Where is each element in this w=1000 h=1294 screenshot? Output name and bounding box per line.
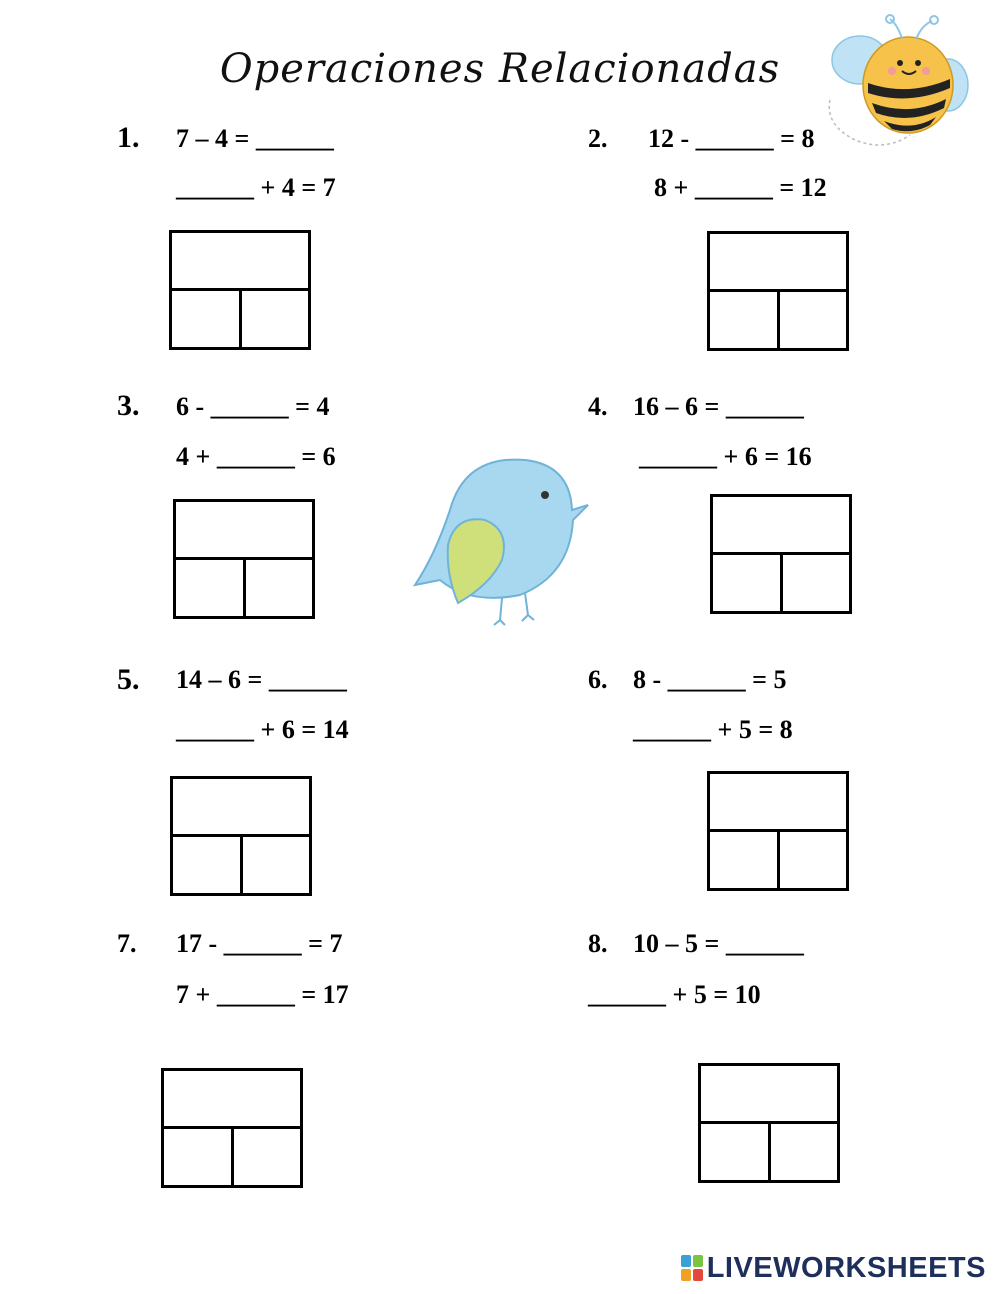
equation-addition: ______ + 6 = 14: [176, 715, 349, 744]
part-cell-left[interactable]: [710, 552, 783, 614]
part-cell-left[interactable]: [707, 829, 780, 891]
bird-icon: [410, 455, 595, 630]
number-bond-box[interactable]: [698, 1063, 840, 1183]
part-cell-right[interactable]: [243, 557, 315, 619]
equation-subtraction: 8 - ______ = 5: [633, 665, 787, 694]
equation-subtraction: 14 – 6 = ______: [176, 665, 347, 694]
bee-icon: [820, 5, 980, 165]
equation-subtraction: 10 – 5 = ______: [633, 929, 804, 958]
equation-addition: ______ + 4 = 7: [176, 173, 336, 202]
problem-number: 7.: [117, 929, 137, 958]
problem-number: 2.: [588, 124, 608, 153]
part-cell-left[interactable]: [170, 834, 243, 896]
part-cell-right[interactable]: [777, 289, 849, 351]
equation-addition: 4 + ______ = 6: [176, 442, 336, 471]
part-cell-left[interactable]: [169, 288, 242, 350]
part-cell-right[interactable]: [240, 834, 312, 896]
equation-subtraction: 17 - ______ = 7: [176, 929, 343, 958]
problem-number: 4.: [588, 392, 608, 421]
page-title: Operaciones Relacionadas: [219, 46, 781, 92]
part-cell-right[interactable]: [231, 1126, 303, 1188]
number-bond-box[interactable]: [169, 230, 311, 350]
whole-cell[interactable]: [710, 494, 852, 555]
part-cell-right[interactable]: [777, 829, 849, 891]
equation-addition: ______ + 5 = 10: [588, 980, 761, 1009]
number-bond-box[interactable]: [170, 776, 312, 896]
part-cell-right[interactable]: [780, 552, 852, 614]
equation-subtraction: 12 - ______ = 8: [648, 124, 815, 153]
whole-cell[interactable]: [707, 771, 849, 832]
whole-cell[interactable]: [170, 776, 312, 837]
equation-addition: ______ + 6 = 16: [639, 442, 812, 471]
equation-subtraction: 7 – 4 = ______: [176, 124, 334, 153]
number-bond-box[interactable]: [707, 771, 849, 891]
problem-number: 8.: [588, 929, 608, 958]
liveworksheets-icon: [681, 1255, 703, 1281]
equation-addition: 7 + ______ = 17: [176, 980, 349, 1009]
number-bond-box[interactable]: [161, 1068, 303, 1188]
equation-addition: ______ + 5 = 8: [633, 715, 793, 744]
equation-addition: 8 + ______ = 12: [654, 173, 827, 202]
part-cell-left[interactable]: [161, 1126, 234, 1188]
equation-subtraction: 6 - ______ = 4: [176, 392, 330, 421]
equation-subtraction: 16 – 6 = ______: [633, 392, 804, 421]
liveworksheets-logo[interactable]: [681, 1250, 986, 1286]
part-cell-left[interactable]: [707, 289, 780, 351]
part-cell-right[interactable]: [239, 288, 311, 350]
number-bond-box[interactable]: [707, 231, 849, 351]
whole-cell[interactable]: [698, 1063, 840, 1124]
problem-number: 5.: [117, 663, 140, 696]
part-cell-right[interactable]: [768, 1121, 840, 1183]
brand-name: LIVEWORKSHEETS: [706, 1251, 986, 1284]
number-bond-box[interactable]: [710, 494, 852, 614]
number-bond-box[interactable]: [173, 499, 315, 619]
whole-cell[interactable]: [161, 1068, 303, 1129]
problem-number: 1.: [117, 121, 140, 154]
part-cell-left[interactable]: [698, 1121, 771, 1183]
whole-cell[interactable]: [173, 499, 315, 560]
part-cell-left[interactable]: [173, 557, 246, 619]
whole-cell[interactable]: [707, 231, 849, 292]
problem-number: 3.: [117, 389, 140, 422]
whole-cell[interactable]: [169, 230, 311, 291]
problem-number: 6.: [588, 665, 608, 694]
